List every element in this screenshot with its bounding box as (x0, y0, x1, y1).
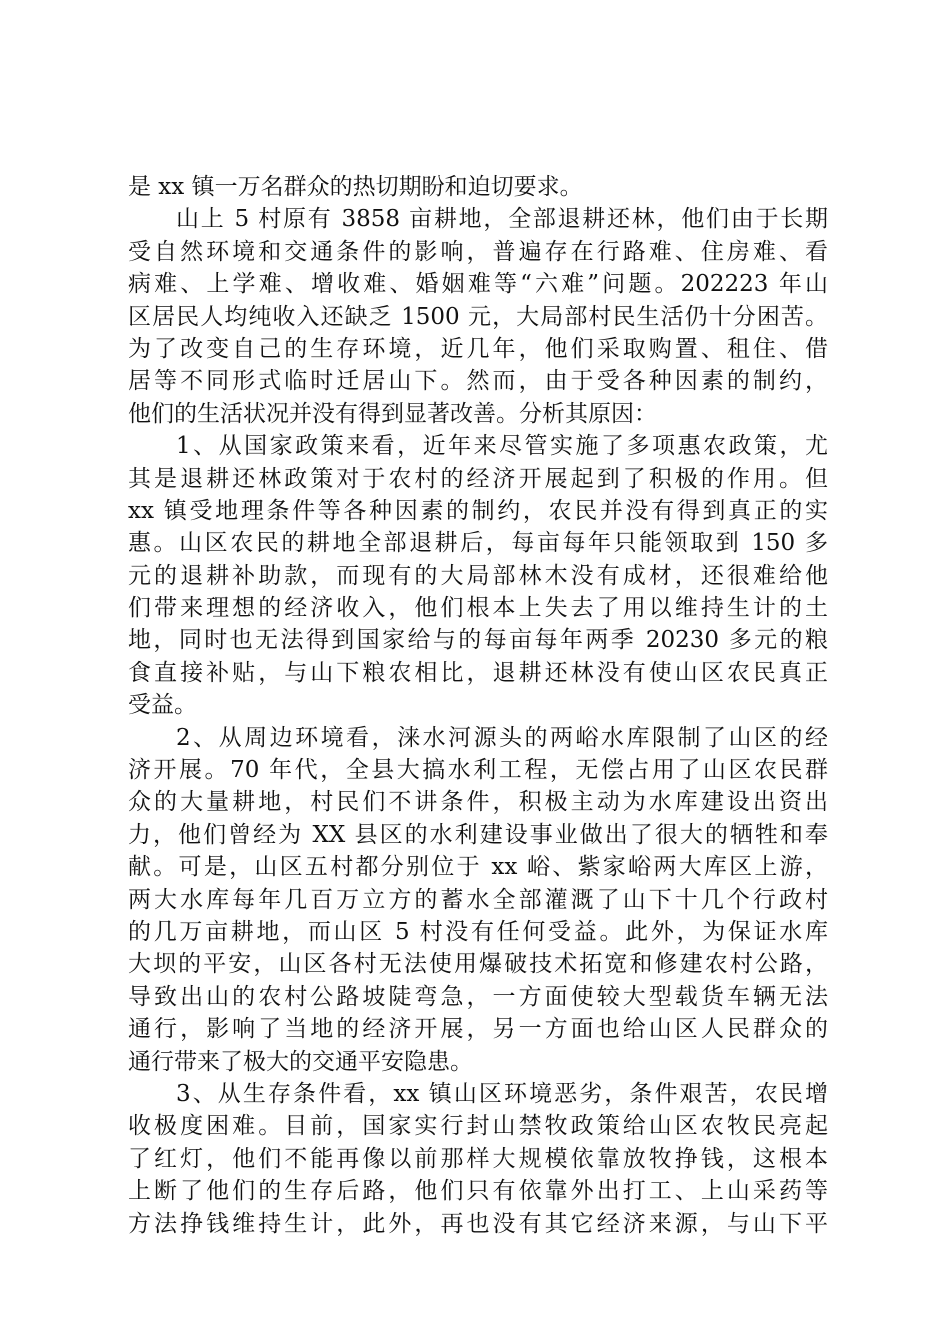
text-line: 了红灯，他们不能再像以前那样大规模依靠放牧挣钱，这根本 (128, 1145, 828, 1172)
text-line: 献。可是，山区五村都分别位于 xx 峪、紫家峪两大库区上游， (128, 854, 828, 881)
text-line: 上断了他们的生存后路，他们只有依靠外出打工、上山采药等 (128, 1178, 828, 1205)
text-line: 惠。山区农民的耕地全部退耕后，每亩每年只能领取到 150 多 (128, 530, 828, 557)
text-line: 为了改变自己的生存环境，近几年，他们采取购置、租住、借 (128, 335, 828, 362)
text-line: 食直接补贴，与山下粮农相比，退耕还林没有使山区农民真正 (128, 659, 828, 686)
text-line: 病难、上学难、增收难、婚姻难等“六难”问题。202223 年山 (128, 271, 828, 298)
text-line: 区居民人均纯收入还缺乏 1500 元，大局部村民生活仍十分困苦。 (128, 303, 828, 330)
text-line: 通行，影响了当地的经济开展，另一方面也给山区人民群众的 (128, 1016, 828, 1043)
text-line: 导致出山的农村公路坡陡弯急，一方面使较大型载货车辆无法 (128, 983, 828, 1010)
text-line: 其是退耕还林政策对于农村的经济开展起到了积极的作用。但 (128, 465, 828, 492)
document-body (128, 171, 828, 1240)
text-line: 大坝的平安，山区各村无法使用爆破技术拓宽和修建农村公路， (128, 951, 828, 978)
text-line: 3、从生存条件看，xx 镇山区环境恶劣，条件艰苦，农民增 (176, 1080, 828, 1107)
text-line: 两大水库每年几百万立方的蓄水全部灌溉了山下十几个行政村 (128, 886, 828, 913)
text-line: 受自然环境和交通条件的影响，普遍存在行路难、住房难、看 (128, 238, 828, 265)
text-line: 元的退耕补助款，而现有的大局部林木没有成材，还很难给他 (128, 562, 828, 589)
text-line: 众的大量耕地，村民们不讲条件，积极主动为水库建设出资出 (128, 789, 828, 816)
text-line: 收极度困难。目前，国家实行封山禁牧政策给山区农牧民亮起 (128, 1113, 828, 1140)
text-line: 是 xx 镇一万名群众的热切期盼和迫切要求。 (128, 174, 583, 200)
text-line: 地，同时也无法得到国家给与的每亩每年两季 20230 多元的粮 (128, 627, 828, 654)
text-line: 山上 5 村原有 3858 亩耕地，全部退耕还林，他们由于长期 (176, 206, 828, 233)
text-line: 们带来理想的经济收入，他们根本上失去了用以维持生计的土 (128, 595, 828, 622)
text-line: 的几万亩耕地，而山区 5 村没有任何受益。此外，为保证水库 (128, 918, 828, 945)
text-line: 受益。 (128, 692, 197, 719)
text-line: 居等不同形式临时迁居山下。然而，由于受各种因素的制约， (128, 368, 828, 395)
text-line: 力，他们曾经为 XX 县区的水利建设事业做出了很大的牺牲和奉 (128, 821, 828, 848)
text-line: 通行带来了极大的交通平安隐患。 (128, 1048, 473, 1075)
text-line: 方法挣钱维持生计，此外，再也没有其它经济来源，与山下平 (128, 1210, 828, 1237)
text-line: 2、从周边环境看，涞水河源头的两峪水库限制了山区的经 (176, 724, 828, 751)
text-line: 他们的生活状况并没有得到显著改善。分析其原因： (128, 400, 657, 427)
text-line: 济开展。70 年代，全县大搞水利工程，无偿占用了山区农民群 (128, 757, 828, 784)
text-line: 1、从国家政策来看，近年来尽管实施了多项惠农政策，尤 (176, 433, 828, 460)
text-line: xx 镇受地理条件等各种因素的制约，农民并没有得到真正的实 (128, 497, 828, 524)
